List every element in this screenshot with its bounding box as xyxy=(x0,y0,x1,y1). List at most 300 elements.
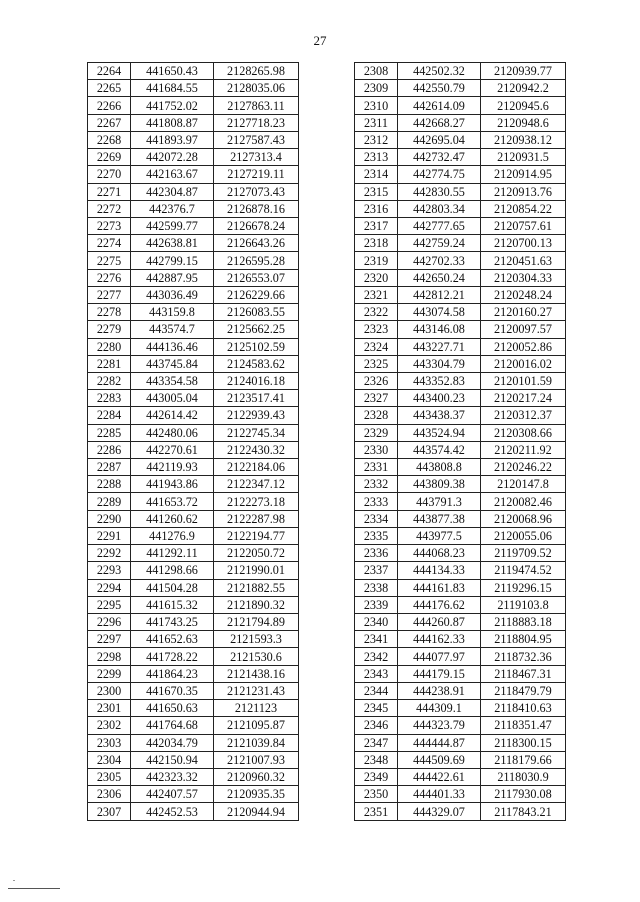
table-row xyxy=(88,459,299,476)
x-coordinate-cell: 441292.11 xyxy=(131,545,214,562)
x-coordinate-cell: 442702.33 xyxy=(398,252,481,269)
table-row xyxy=(88,768,299,785)
point-number-cell: 2271 xyxy=(88,183,131,200)
point-number-cell: 2305 xyxy=(88,768,131,785)
x-coordinate-cell: 441752.02 xyxy=(131,97,214,114)
table-row xyxy=(88,562,299,579)
x-coordinate-cell: 443438.37 xyxy=(398,407,481,424)
table-row xyxy=(355,545,566,562)
x-coordinate-cell: 442803.34 xyxy=(398,200,481,217)
coordinate-table-left xyxy=(87,62,299,821)
y-coordinate-cell: 2120097.57 xyxy=(481,321,566,338)
y-coordinate-cell: 2118804.95 xyxy=(481,631,566,648)
y-coordinate-cell: 2121593.3 xyxy=(214,631,299,648)
table-row xyxy=(355,786,566,803)
table-row xyxy=(88,786,299,803)
y-coordinate-cell: 2122939.43 xyxy=(214,407,299,424)
table-row xyxy=(88,424,299,441)
x-coordinate-cell: 442774.75 xyxy=(398,166,481,183)
point-number-cell: 2282 xyxy=(88,372,131,389)
x-coordinate-cell: 442650.24 xyxy=(398,269,481,286)
table-row xyxy=(355,717,566,734)
point-number-cell: 2275 xyxy=(88,252,131,269)
point-number-cell: 2320 xyxy=(355,269,398,286)
table-row xyxy=(355,700,566,717)
point-number-cell: 2284 xyxy=(88,407,131,424)
y-coordinate-cell: 2120948.6 xyxy=(481,114,566,131)
point-number-cell: 2319 xyxy=(355,252,398,269)
y-coordinate-cell: 2126083.55 xyxy=(214,304,299,321)
x-coordinate-cell: 442695.04 xyxy=(398,131,481,148)
coordinate-table-body xyxy=(88,63,299,821)
y-coordinate-cell: 2118732.36 xyxy=(481,648,566,665)
y-coordinate-cell: 2120052.86 xyxy=(481,338,566,355)
point-number-cell: 2328 xyxy=(355,407,398,424)
point-number-cell: 2297 xyxy=(88,631,131,648)
y-coordinate-cell: 2128265.98 xyxy=(214,63,299,80)
table-row xyxy=(355,131,566,148)
y-coordinate-cell: 2120960.32 xyxy=(214,768,299,785)
x-coordinate-cell: 442668.27 xyxy=(398,114,481,131)
y-coordinate-cell: 2122194.77 xyxy=(214,527,299,544)
point-number-cell: 2351 xyxy=(355,803,398,820)
point-number-cell: 2276 xyxy=(88,269,131,286)
y-coordinate-cell: 2121882.55 xyxy=(214,579,299,596)
table-row xyxy=(88,493,299,510)
x-coordinate-cell: 444509.69 xyxy=(398,751,481,768)
y-coordinate-cell: 2121123 xyxy=(214,700,299,717)
point-number-cell: 2292 xyxy=(88,545,131,562)
point-number-cell: 2316 xyxy=(355,200,398,217)
point-number-cell: 2330 xyxy=(355,441,398,458)
table-row xyxy=(88,545,299,562)
y-coordinate-cell: 2126595.28 xyxy=(214,252,299,269)
y-coordinate-cell: 2127313.4 xyxy=(214,149,299,166)
x-coordinate-cell: 444161.83 xyxy=(398,579,481,596)
y-coordinate-cell: 2121530.6 xyxy=(214,648,299,665)
x-coordinate-cell: 442376.7 xyxy=(131,200,214,217)
y-coordinate-cell: 2121231.43 xyxy=(214,682,299,699)
x-coordinate-cell: 441276.9 xyxy=(131,527,214,544)
table-row xyxy=(88,80,299,97)
table-row xyxy=(355,734,566,751)
x-coordinate-cell: 443005.04 xyxy=(131,390,214,407)
y-coordinate-cell: 2119103.8 xyxy=(481,596,566,613)
y-coordinate-cell: 2117843.21 xyxy=(481,803,566,820)
point-number-cell: 2289 xyxy=(88,493,131,510)
table-row xyxy=(88,252,299,269)
table-row xyxy=(355,390,566,407)
x-coordinate-cell: 444176.62 xyxy=(398,596,481,613)
y-coordinate-cell: 2120854.22 xyxy=(481,200,566,217)
y-coordinate-cell: 2120700.13 xyxy=(481,235,566,252)
table-row xyxy=(88,717,299,734)
table-row xyxy=(355,527,566,544)
y-coordinate-cell: 2122347.12 xyxy=(214,476,299,493)
table-row xyxy=(355,269,566,286)
point-number-cell: 2303 xyxy=(88,734,131,751)
point-number-cell: 2347 xyxy=(355,734,398,751)
point-number-cell: 2267 xyxy=(88,114,131,131)
y-coordinate-cell: 2127587.43 xyxy=(214,131,299,148)
y-coordinate-cell: 2127219.11 xyxy=(214,166,299,183)
x-coordinate-cell: 442407.57 xyxy=(131,786,214,803)
y-coordinate-cell: 2123517.41 xyxy=(214,390,299,407)
page-number: 27 xyxy=(313,33,327,48)
y-coordinate-cell: 2122050.72 xyxy=(214,545,299,562)
y-coordinate-cell: 2118410.63 xyxy=(481,700,566,717)
scan-speck xyxy=(13,880,15,881)
x-coordinate-cell: 443159.8 xyxy=(131,304,214,321)
point-number-cell: 2277 xyxy=(88,286,131,303)
table-row xyxy=(88,235,299,252)
y-coordinate-cell: 2120147.8 xyxy=(481,476,566,493)
x-coordinate-cell: 442759.24 xyxy=(398,235,481,252)
table-row xyxy=(355,596,566,613)
x-coordinate-cell: 442614.42 xyxy=(131,407,214,424)
y-coordinate-cell: 2120055.06 xyxy=(481,527,566,544)
x-coordinate-cell: 444162.33 xyxy=(398,631,481,648)
point-number-cell: 2280 xyxy=(88,338,131,355)
y-coordinate-cell: 2127073.43 xyxy=(214,183,299,200)
x-coordinate-cell: 442732.47 xyxy=(398,149,481,166)
point-number-cell: 2309 xyxy=(355,80,398,97)
point-number-cell: 2331 xyxy=(355,459,398,476)
table-row xyxy=(88,286,299,303)
x-coordinate-cell: 444077.97 xyxy=(398,648,481,665)
table-row xyxy=(88,614,299,631)
point-number-cell: 2314 xyxy=(355,166,398,183)
table-row xyxy=(355,200,566,217)
y-coordinate-cell: 2120757.61 xyxy=(481,217,566,234)
x-coordinate-cell: 442777.65 xyxy=(398,217,481,234)
y-coordinate-cell: 2122287.98 xyxy=(214,510,299,527)
point-number-cell: 2302 xyxy=(88,717,131,734)
table-row xyxy=(355,286,566,303)
x-coordinate-cell: 442638.81 xyxy=(131,235,214,252)
y-coordinate-cell: 2119296.15 xyxy=(481,579,566,596)
y-coordinate-cell: 2127863.11 xyxy=(214,97,299,114)
y-coordinate-cell: 2121890.32 xyxy=(214,596,299,613)
point-number-cell: 2287 xyxy=(88,459,131,476)
x-coordinate-cell: 443352.83 xyxy=(398,372,481,389)
point-number-cell: 2311 xyxy=(355,114,398,131)
point-number-cell: 2317 xyxy=(355,217,398,234)
table-row xyxy=(355,407,566,424)
x-coordinate-cell: 443877.38 xyxy=(398,510,481,527)
table-row xyxy=(355,372,566,389)
point-number-cell: 2283 xyxy=(88,390,131,407)
y-coordinate-cell: 2120160.27 xyxy=(481,304,566,321)
y-coordinate-cell: 2121095.87 xyxy=(214,717,299,734)
x-coordinate-cell: 441653.72 xyxy=(131,493,214,510)
table-row xyxy=(88,269,299,286)
y-coordinate-cell: 2118300.15 xyxy=(481,734,566,751)
table-row xyxy=(355,166,566,183)
point-number-cell: 2322 xyxy=(355,304,398,321)
y-coordinate-cell: 2122273.18 xyxy=(214,493,299,510)
x-coordinate-cell: 444329.07 xyxy=(398,803,481,820)
table-row xyxy=(88,183,299,200)
y-coordinate-cell: 2118467.31 xyxy=(481,665,566,682)
point-number-cell: 2308 xyxy=(355,63,398,80)
table-row xyxy=(355,751,566,768)
point-number-cell: 2290 xyxy=(88,510,131,527)
table-row xyxy=(88,803,299,820)
y-coordinate-cell: 2120935.35 xyxy=(214,786,299,803)
y-coordinate-cell: 2121794.89 xyxy=(214,614,299,631)
y-coordinate-cell: 2120913.76 xyxy=(481,183,566,200)
x-coordinate-cell: 441652.63 xyxy=(131,631,214,648)
y-coordinate-cell: 2127718.23 xyxy=(214,114,299,131)
point-number-cell: 2346 xyxy=(355,717,398,734)
table-row xyxy=(355,114,566,131)
point-number-cell: 2344 xyxy=(355,682,398,699)
y-coordinate-cell: 2124583.62 xyxy=(214,355,299,372)
point-number-cell: 2304 xyxy=(88,751,131,768)
point-number-cell: 2278 xyxy=(88,304,131,321)
point-number-cell: 2350 xyxy=(355,786,398,803)
x-coordinate-cell: 442502.32 xyxy=(398,63,481,80)
table-row xyxy=(355,441,566,458)
y-coordinate-cell: 2119709.52 xyxy=(481,545,566,562)
y-coordinate-cell: 2126643.26 xyxy=(214,235,299,252)
point-number-cell: 2270 xyxy=(88,166,131,183)
x-coordinate-cell: 443074.58 xyxy=(398,304,481,321)
table-row xyxy=(355,304,566,321)
x-coordinate-cell: 441504.28 xyxy=(131,579,214,596)
x-coordinate-cell: 443574.7 xyxy=(131,321,214,338)
point-number-cell: 2332 xyxy=(355,476,398,493)
x-coordinate-cell: 441808.87 xyxy=(131,114,214,131)
point-number-cell: 2293 xyxy=(88,562,131,579)
x-coordinate-cell: 444068.23 xyxy=(398,545,481,562)
point-number-cell: 2349 xyxy=(355,768,398,785)
x-coordinate-cell: 444179.15 xyxy=(398,665,481,682)
x-coordinate-cell: 441728.22 xyxy=(131,648,214,665)
footer-rule xyxy=(8,888,60,889)
point-number-cell: 2335 xyxy=(355,527,398,544)
point-number-cell: 2318 xyxy=(355,235,398,252)
point-number-cell: 2295 xyxy=(88,596,131,613)
table-row xyxy=(355,183,566,200)
table-row xyxy=(355,217,566,234)
x-coordinate-cell: 443227.71 xyxy=(398,338,481,355)
x-coordinate-cell: 442812.21 xyxy=(398,286,481,303)
table-row xyxy=(88,200,299,217)
x-coordinate-cell: 443400.23 xyxy=(398,390,481,407)
y-coordinate-cell: 2117930.08 xyxy=(481,786,566,803)
x-coordinate-cell: 442270.61 xyxy=(131,441,214,458)
y-coordinate-cell: 2118479.79 xyxy=(481,682,566,699)
x-coordinate-cell: 441943.86 xyxy=(131,476,214,493)
x-coordinate-cell: 444238.91 xyxy=(398,682,481,699)
x-coordinate-cell: 443808.8 xyxy=(398,459,481,476)
x-coordinate-cell: 443354.58 xyxy=(131,372,214,389)
y-coordinate-cell: 2122184.06 xyxy=(214,459,299,476)
point-number-cell: 2269 xyxy=(88,149,131,166)
table-row xyxy=(88,114,299,131)
y-coordinate-cell: 2121990.01 xyxy=(214,562,299,579)
point-number-cell: 2333 xyxy=(355,493,398,510)
point-number-cell: 2274 xyxy=(88,235,131,252)
y-coordinate-cell: 2120246.22 xyxy=(481,459,566,476)
table-row xyxy=(88,648,299,665)
point-number-cell: 2286 xyxy=(88,441,131,458)
x-coordinate-cell: 442163.67 xyxy=(131,166,214,183)
point-number-cell: 2307 xyxy=(88,803,131,820)
table-row xyxy=(88,596,299,613)
x-coordinate-cell: 441893.97 xyxy=(131,131,214,148)
table-row xyxy=(355,97,566,114)
x-coordinate-cell: 443146.08 xyxy=(398,321,481,338)
point-number-cell: 2268 xyxy=(88,131,131,148)
y-coordinate-cell: 2118351.47 xyxy=(481,717,566,734)
y-coordinate-cell: 2128035.06 xyxy=(214,80,299,97)
x-coordinate-cell: 442830.55 xyxy=(398,183,481,200)
y-coordinate-cell: 2120938.12 xyxy=(481,131,566,148)
y-coordinate-cell: 2120211.92 xyxy=(481,441,566,458)
point-number-cell: 2299 xyxy=(88,665,131,682)
point-number-cell: 2300 xyxy=(88,682,131,699)
x-coordinate-cell: 442119.93 xyxy=(131,459,214,476)
point-number-cell: 2265 xyxy=(88,80,131,97)
y-coordinate-cell: 2126678.24 xyxy=(214,217,299,234)
point-number-cell: 2334 xyxy=(355,510,398,527)
point-number-cell: 2336 xyxy=(355,545,398,562)
y-coordinate-cell: 2120304.33 xyxy=(481,269,566,286)
y-coordinate-cell: 2120944.94 xyxy=(214,803,299,820)
y-coordinate-cell: 2120451.63 xyxy=(481,252,566,269)
point-number-cell: 2279 xyxy=(88,321,131,338)
table-row xyxy=(88,407,299,424)
y-coordinate-cell: 2121007.93 xyxy=(214,751,299,768)
x-coordinate-cell: 441650.43 xyxy=(131,63,214,80)
table-row xyxy=(88,510,299,527)
x-coordinate-cell: 444309.1 xyxy=(398,700,481,717)
table-row xyxy=(355,768,566,785)
table-row xyxy=(88,682,299,699)
point-number-cell: 2310 xyxy=(355,97,398,114)
y-coordinate-cell: 2120931.5 xyxy=(481,149,566,166)
x-coordinate-cell: 443574.42 xyxy=(398,441,481,458)
x-coordinate-cell: 443036.49 xyxy=(131,286,214,303)
point-number-cell: 2312 xyxy=(355,131,398,148)
x-coordinate-cell: 444260.87 xyxy=(398,614,481,631)
y-coordinate-cell: 2120217.24 xyxy=(481,390,566,407)
table-row xyxy=(355,355,566,372)
x-coordinate-cell: 441743.25 xyxy=(131,614,214,631)
point-number-cell: 2342 xyxy=(355,648,398,665)
y-coordinate-cell: 2120914.95 xyxy=(481,166,566,183)
x-coordinate-cell: 441615.32 xyxy=(131,596,214,613)
x-coordinate-cell: 444323.79 xyxy=(398,717,481,734)
y-coordinate-cell: 2121039.84 xyxy=(214,734,299,751)
y-coordinate-cell: 2126229.66 xyxy=(214,286,299,303)
y-coordinate-cell: 2121438.16 xyxy=(214,665,299,682)
table-row xyxy=(355,510,566,527)
table-row xyxy=(355,803,566,820)
table-row xyxy=(88,751,299,768)
table-row xyxy=(88,217,299,234)
table-row xyxy=(88,97,299,114)
point-number-cell: 2324 xyxy=(355,338,398,355)
x-coordinate-cell: 441864.23 xyxy=(131,665,214,682)
table-row xyxy=(88,355,299,372)
x-coordinate-cell: 442323.32 xyxy=(131,768,214,785)
y-coordinate-cell: 2120082.46 xyxy=(481,493,566,510)
y-coordinate-cell: 2120101.59 xyxy=(481,372,566,389)
point-number-cell: 2315 xyxy=(355,183,398,200)
coordinate-table-body xyxy=(355,63,566,821)
x-coordinate-cell: 443304.79 xyxy=(398,355,481,372)
table-row xyxy=(88,700,299,717)
table-row xyxy=(355,682,566,699)
x-coordinate-cell: 442304.87 xyxy=(131,183,214,200)
table-row xyxy=(355,321,566,338)
x-coordinate-cell: 443524.94 xyxy=(398,424,481,441)
point-number-cell: 2264 xyxy=(88,63,131,80)
x-coordinate-cell: 444401.33 xyxy=(398,786,481,803)
table-row xyxy=(88,372,299,389)
x-coordinate-cell: 442480.06 xyxy=(131,424,214,441)
table-row xyxy=(355,614,566,631)
x-coordinate-cell: 441650.63 xyxy=(131,700,214,717)
x-coordinate-cell: 443791.3 xyxy=(398,493,481,510)
x-coordinate-cell: 442550.79 xyxy=(398,80,481,97)
y-coordinate-cell: 2118179.66 xyxy=(481,751,566,768)
point-number-cell: 2306 xyxy=(88,786,131,803)
x-coordinate-cell: 442599.77 xyxy=(131,217,214,234)
point-number-cell: 2340 xyxy=(355,614,398,631)
table-row xyxy=(88,476,299,493)
table-row xyxy=(355,631,566,648)
coordinate-table-right xyxy=(354,62,566,821)
table-row xyxy=(355,424,566,441)
table-row xyxy=(355,648,566,665)
point-number-cell: 2288 xyxy=(88,476,131,493)
y-coordinate-cell: 2120068.96 xyxy=(481,510,566,527)
point-number-cell: 2343 xyxy=(355,665,398,682)
point-number-cell: 2294 xyxy=(88,579,131,596)
point-number-cell: 2273 xyxy=(88,217,131,234)
point-number-cell: 2285 xyxy=(88,424,131,441)
table-row xyxy=(88,579,299,596)
table-row xyxy=(88,149,299,166)
x-coordinate-cell: 444422.61 xyxy=(398,768,481,785)
point-number-cell: 2348 xyxy=(355,751,398,768)
table-row xyxy=(355,252,566,269)
point-number-cell: 2339 xyxy=(355,596,398,613)
table-row xyxy=(88,441,299,458)
x-coordinate-cell: 443745.84 xyxy=(131,355,214,372)
point-number-cell: 2301 xyxy=(88,700,131,717)
y-coordinate-cell: 2125662.25 xyxy=(214,321,299,338)
table-row xyxy=(355,579,566,596)
table-row xyxy=(88,390,299,407)
table-row xyxy=(88,527,299,544)
point-number-cell: 2329 xyxy=(355,424,398,441)
table-row xyxy=(88,304,299,321)
x-coordinate-cell: 442614.09 xyxy=(398,97,481,114)
table-row xyxy=(355,665,566,682)
x-coordinate-cell: 444134.33 xyxy=(398,562,481,579)
x-coordinate-cell: 441684.55 xyxy=(131,80,214,97)
table-row xyxy=(355,63,566,80)
table-row xyxy=(355,235,566,252)
table-row xyxy=(355,149,566,166)
y-coordinate-cell: 2126878.16 xyxy=(214,200,299,217)
